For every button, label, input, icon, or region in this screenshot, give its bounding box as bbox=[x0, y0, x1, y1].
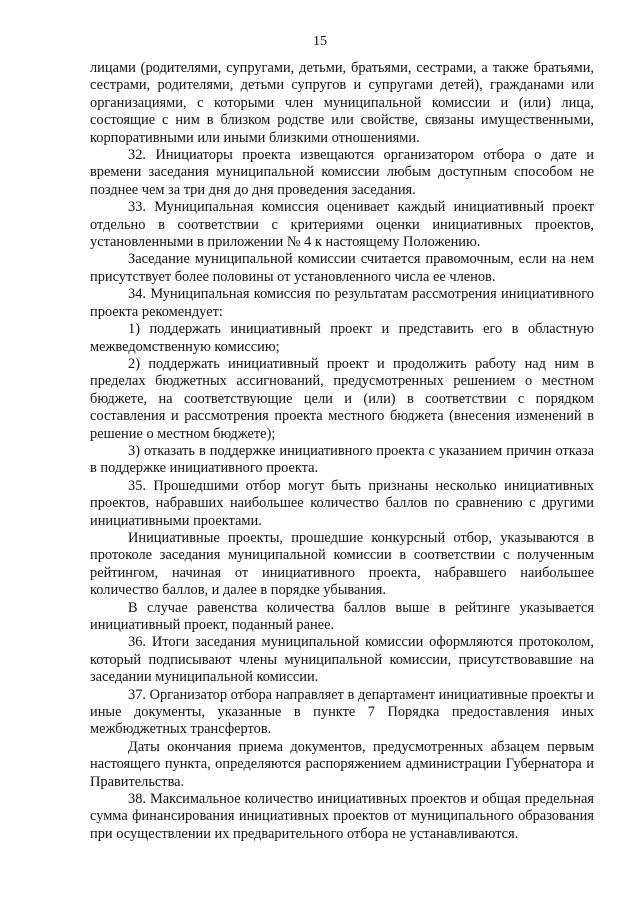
paragraph-item-37: 37. Организатор отбора направляет в департамент инициативные проекты и иные документы, указанные в пункте 7 Порядка предоставления иных межбюджетных трансфертов. bbox=[90, 686, 595, 738]
paragraph-item-33: 33. Муниципальная комиссия оценивает каждый инициативный проект отдельно в соответствии с критериями оценки инициативных проектов, установленными в приложении № 4 к настоящему Положению. bbox=[90, 199, 594, 251]
page-number: 15 bbox=[313, 34, 327, 49]
document-body bbox=[90, 60, 594, 843]
paragraph-quorum: Заседание муниципальной комиссии считается правомочным, если на нем присутствует более половины от установленного числа ее членов. bbox=[90, 251, 594, 285]
paragraph-tie-rule: В случае равенства количества баллов выше в рейтинге указывается инициативный проект, поданный ранее. bbox=[90, 599, 594, 633]
paragraph-item-34: 34. Муниципальная комиссия по результатам рассмотрения инициативного проекта рекомендует: bbox=[90, 286, 594, 320]
paragraph-subitem-2: 2) поддержать инициативный проект и продолжить работу над ним в пределах бюджетных ассигнований, предусмотренных решением о местном бюджете, на соответствующие цели и (или) в соответствии с порядком составления и рассмотрения проекта местного бюджета (внесения изменений в решение о местном бюджете); bbox=[90, 355, 594, 442]
paragraph-item-36: 36. Итоги заседания муниципальной комиссии оформляются протоколом, который подписывают члены муниципальной комиссии, присутствовавшие на заседании муниципальной комиссии. bbox=[90, 634, 594, 686]
paragraph-deadlines: Даты окончания приема документов, предусмотренных абзацем первым настоящего пункта, определяются распоряжением администрации Губернатора и Правительства. bbox=[90, 738, 594, 790]
paragraph-item-32: 32. Инициаторы проекта извещаются организатором отбора о дате и времени заседания муниципальной комиссии любым доступным способом не позднее чем за три дня до дня проведения заседания. bbox=[90, 147, 594, 198]
paragraph-continuation: лицами (родителями, супругами, детьми, братьями, сестрами, а также братьями, сестрами, родителями, детьми супругов и супругами детей), гражданами или организациями, с которыми член муниципальной комиссии и (или) лица, состоящие с ним в близком родстве или свойстве, связаны имущественными, корпоративными или иными близкими отношениями. bbox=[90, 60, 594, 146]
paragraph-subitem-3: 3) отказать в поддержке инициативного проекта с указанием причин отказа в поддержке инициативного проекта. bbox=[90, 442, 594, 477]
paragraph-item-38: 38. Максимальное количество инициативных проектов и общая предельная сумма финансирования инициативных проектов от муниципального образования при осуществлении их предварительного отбора не устанавливаются. bbox=[90, 791, 594, 842]
paragraph-item-35: 35. Прошедшими отбор могут быть признаны несколько инициативных проектов, набравших наибольшее количество баллов по сравнению с другими инициативными проектами. bbox=[90, 477, 594, 529]
paragraph-ranking: Инициативные проекты, прошедшие конкурсный отбор, указываются в протоколе заседания муниципальной комиссии в соответствии с полученным рейтингом, начиная от инициативного проекта, набравшего наибольшее количество баллов, и далее в порядке убывания. bbox=[90, 529, 594, 599]
paragraph-subitem-1: 1) поддержать инициативный проект и представить его в областную межведомственную комиссию; bbox=[90, 321, 594, 355]
